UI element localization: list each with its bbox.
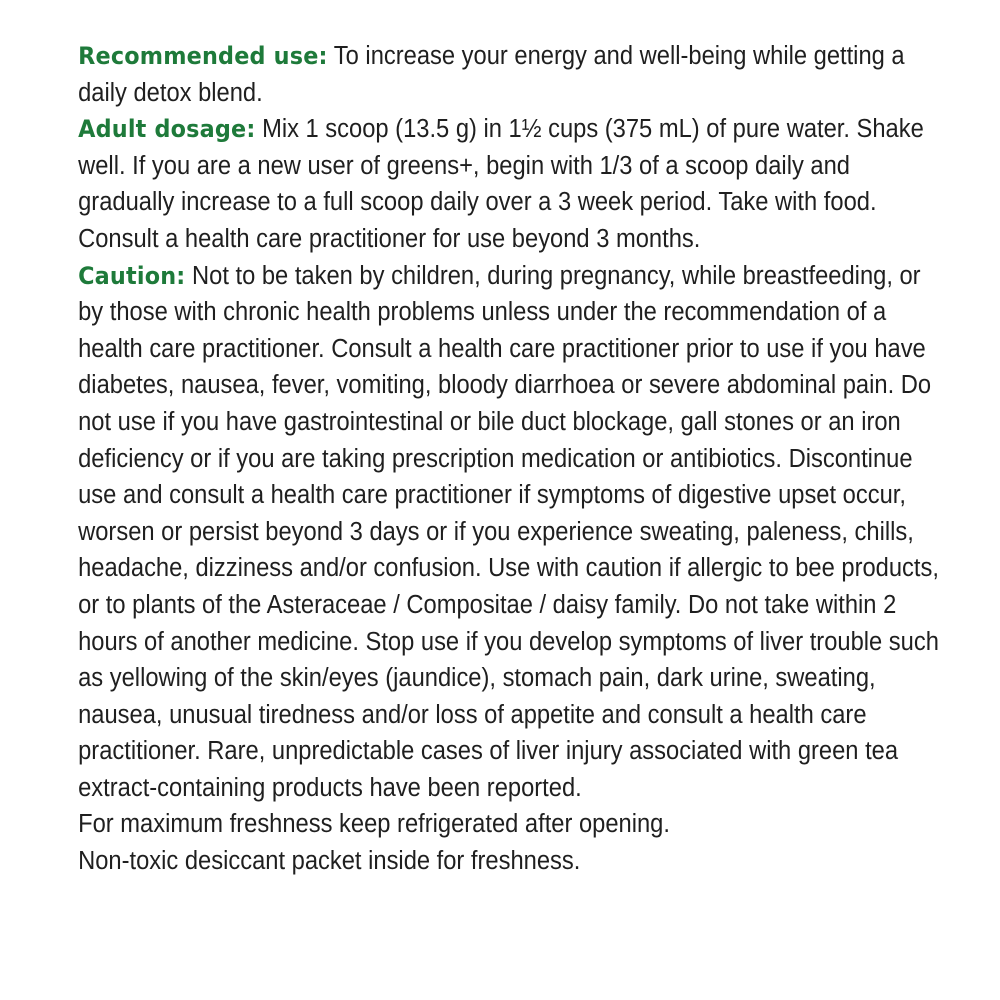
recommended-use-paragraph: [78, 38, 944, 111]
caution-heading: Caution:: [78, 261, 186, 290]
recommended-use-heading: Recommended use:: [78, 42, 328, 70]
recommended-use-text: To increase your energy and well-being while getting a daily detox blend.: [78, 42, 905, 107]
adult-dosage-text: Mix 1 scoop (13.5 g) in 1½ cups (375 mL) of pure water. Shake well. If you are a new user of greens+, begin with 1/3 of a scoop daily and gradually increase to a full scoop daily over a 3 week period. Take with food. Consult a health care practitioner for use beyond 3 months.: [78, 115, 924, 253]
adult-dosage-paragraph: [78, 111, 944, 257]
caution-text: Not to be taken by children, during pregnancy, while breastfeeding, or by those with chronic health problems unless under the recommendation of a health care practitioner. Consult a health care practitioner prior to use if you have diabetes, nausea, fever, vomiting, bloody diarrhoea or severe abdominal pain. Do not use if you have gastrointestinal or bile duct blockage, gall stones or an iron deficiency or if you are taking prescription medication or antibiotics. Discontinue use and consult a health care practitioner if symptoms of digestive upset occur, worsen or persist beyond 3 days or if you experience sweating, paleness, chills, headache, dizziness and/or confusion. Use with caution if allergic to bee products, or to plants of the Asteraceae / Compositae / daisy family. Do not take within 2 hours of another medicine. Stop use if you develop symptoms of liver trouble such as yellowing of the skin/eyes (jaundice), stomach pain, dark urine, sweating, nausea, unusual tiredness and/or loss of appetite and consult a health care practitioner. Rare, unpredictable cases of liver injury associated with green tea extract-containing products have been reported.: [78, 261, 939, 802]
desiccant-note: Non-toxic desiccant packet inside for freshness.: [78, 847, 581, 876]
storage-note: For maximum freshness keep refrigerated after opening.: [78, 810, 670, 839]
caution-paragraph: [78, 258, 944, 807]
adult-dosage-heading: Adult dosage:: [78, 115, 256, 144]
